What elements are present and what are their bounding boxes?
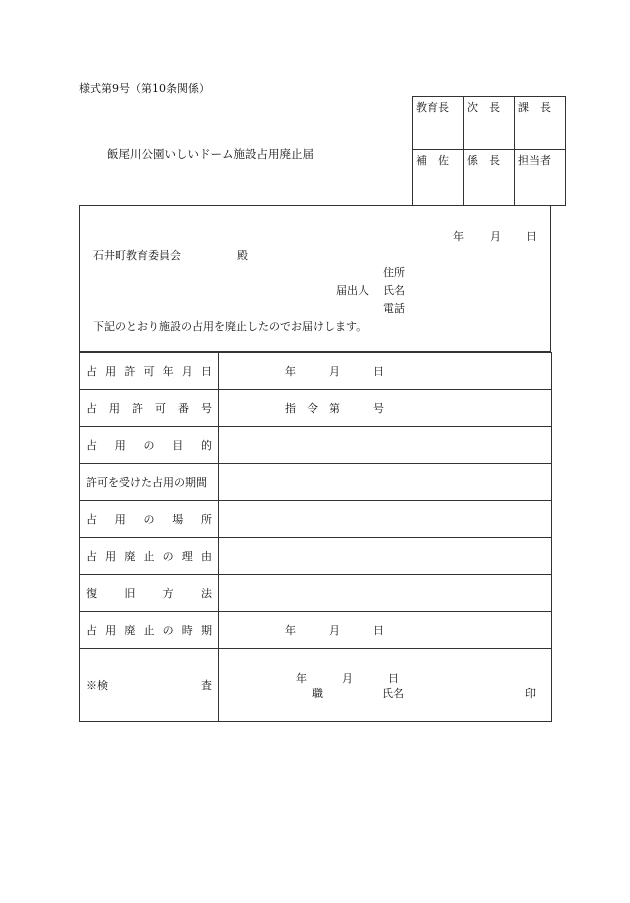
notice-box	[79, 205, 551, 352]
address-label: 住所	[383, 266, 405, 279]
notice-day: 日	[526, 230, 537, 243]
detail-row	[80, 390, 552, 427]
form-title: 飯尾川公園いしいドーム施設占用廃止届	[107, 147, 314, 161]
name-label: 氏名	[383, 284, 405, 297]
detail-row	[80, 575, 552, 612]
detail-row-value[interactable]: 年 月 日	[219, 353, 552, 390]
inspection-seal: 印	[525, 687, 536, 700]
notice-year: 年	[453, 230, 464, 243]
approval-cell-assistant: 補 佐	[413, 150, 464, 206]
details-table	[79, 352, 552, 722]
approval-stamp-table	[412, 96, 566, 206]
inspection-year: 年	[296, 672, 307, 685]
notice-statement: 下記のとおり施設の占用を廃止したのでお届けします。	[93, 320, 368, 333]
detail-row	[80, 612, 552, 649]
approval-cell-section-chief: 課 長	[515, 97, 566, 150]
detail-row	[80, 538, 552, 575]
phone-label: 電話	[383, 302, 405, 315]
addressee: 石井町教育委員会	[93, 249, 181, 262]
detail-row-label: 占 用 廃 止 の 時 期	[80, 612, 219, 649]
detail-row-value[interactable]	[219, 427, 552, 464]
inspection-name: 氏名	[382, 687, 404, 700]
inspection-value	[219, 649, 552, 722]
detail-row	[80, 464, 552, 501]
detail-row	[80, 501, 552, 538]
detail-row-value[interactable]	[219, 575, 552, 612]
approval-cell-subsection-chief: 係 長	[464, 150, 515, 206]
detail-row-value[interactable]: 指 令 第 号	[219, 390, 552, 427]
inspection-month: 月	[342, 672, 353, 685]
detail-row-value[interactable]	[219, 538, 552, 575]
detail-row-label: 占 用 廃 止 の 理 由	[80, 538, 219, 575]
detail-row-label: 占 用 の 場 所	[80, 501, 219, 538]
detail-row-value[interactable]	[219, 464, 552, 501]
inspection-day: 日	[388, 672, 399, 685]
detail-row-label: 復 旧 方 法	[80, 575, 219, 612]
inspection-row	[80, 649, 552, 722]
approval-cell-deputy: 次 長	[464, 97, 515, 150]
detail-row	[80, 427, 552, 464]
detail-row-label: 許可を受けた占用の期間	[80, 464, 219, 501]
detail-row-label: 占 用 許 可 番 号	[80, 390, 219, 427]
notice-month: 月	[490, 230, 501, 243]
inspection-label: ※検 査	[80, 649, 219, 722]
detail-row-label: 占 用 の 目 的	[80, 427, 219, 464]
applicant-label: 届出人	[336, 284, 369, 297]
form-number: 様式第9号（第10条関係）	[79, 82, 210, 95]
honorific: 殿	[237, 249, 248, 262]
detail-row-value[interactable]	[219, 501, 552, 538]
inspection-position: 職	[312, 687, 323, 700]
detail-row-label: 占 用 許 可 年 月 日	[80, 353, 219, 390]
detail-row	[80, 353, 552, 390]
approval-cell-staff: 担当者	[515, 150, 566, 206]
approval-cell-superintendent: 教育長	[413, 97, 464, 150]
detail-row-value[interactable]: 年 月 日	[219, 612, 552, 649]
